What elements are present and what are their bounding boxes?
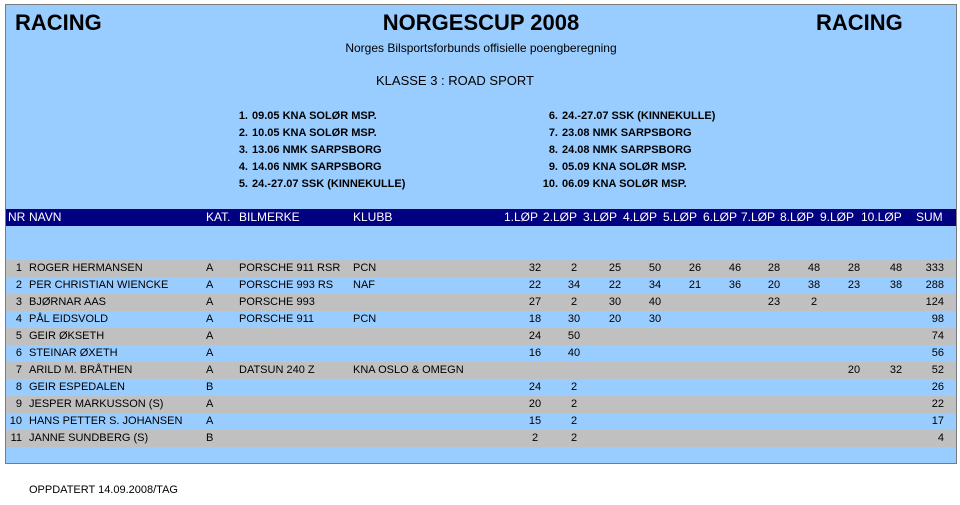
class-label: KLASSE 3 : ROAD SPORT [376, 73, 534, 88]
racing-label-right: RACING [816, 10, 903, 35]
cell-points-lop-2: 50 [567, 330, 581, 342]
cell-sum: 74 [931, 330, 944, 342]
cell-bilmerke: PORSCHE 911 [239, 313, 314, 325]
cell-nr: 11 [10, 432, 22, 444]
race-number: 5. [238, 178, 248, 190]
table-spacer-row [6, 243, 956, 260]
header-lop-10: 10.LØP [861, 210, 902, 224]
table-row [6, 413, 956, 430]
table-spacer-row [6, 226, 956, 243]
cell-sum: 288 [925, 279, 944, 291]
cell-sum: 56 [931, 347, 944, 359]
cell-navn: PER CHRISTIAN WIENCKE [29, 279, 169, 291]
header-lop-5: 5.LØP [663, 210, 698, 224]
cell-bilmerke: PORSCHE 911 RSR [239, 262, 341, 274]
cell-points-lop-2: 2 [570, 296, 578, 308]
race-number: 9. [548, 161, 558, 173]
cell-navn: ARILD M. BRÅTHEN [29, 364, 133, 376]
cell-points-lop-6: 36 [728, 279, 742, 291]
page-title: NORGESCUP 2008 [382, 10, 580, 35]
header-lop-3: 3.LØP [583, 210, 618, 224]
results-sheet [5, 4, 957, 464]
header-lop-6: 6.LØP [703, 210, 738, 224]
race-date-venue: 24.08 NMK SARPSBORG [562, 144, 692, 156]
race-date-venue: 09.05 KNA SOLØR MSP. [252, 110, 377, 122]
race-number: 8. [548, 144, 558, 156]
cell-points-lop-9: 23 [847, 279, 861, 291]
race-date-venue: 24.-27.07 SSK (KINNEKULLE) [252, 178, 406, 190]
cell-points-lop-9: 20 [847, 364, 861, 376]
header-lop-1: 1.LØP [504, 210, 539, 224]
cell-sum: 17 [931, 415, 944, 427]
cell-navn: STEINAR ØXETH [29, 347, 118, 359]
cell-navn: JANNE SUNDBERG (S) [29, 432, 149, 444]
cell-points-lop-3: 25 [608, 262, 622, 274]
cell-nr: 10 [9, 415, 22, 427]
cell-points-lop-10: 32 [889, 364, 903, 376]
cell-points-lop-3: 20 [608, 313, 622, 325]
cell-points-lop-3: 30 [608, 296, 622, 308]
cell-sum: 52 [931, 364, 944, 376]
page-subtitle: Norges Bilsportsforbunds offisielle poengberegning [345, 41, 617, 55]
cell-nr: 1 [15, 262, 22, 274]
cell-points-lop-1: 15 [528, 415, 542, 427]
cell-kat: A [206, 313, 214, 325]
race-number: 10. [542, 178, 558, 190]
cell-points-lop-2: 2 [570, 381, 578, 393]
cell-navn: ROGER HERMANSEN [29, 262, 143, 274]
cell-sum: 22 [931, 398, 944, 410]
cell-points-lop-1: 32 [528, 262, 542, 274]
cell-points-lop-2: 2 [570, 398, 578, 410]
cell-sum: 4 [937, 432, 944, 444]
updated-note: OPPDATERT 14.09.2008/TAG [29, 484, 178, 496]
table-row [6, 311, 956, 328]
header-bilmerke: BILMERKE [239, 210, 300, 224]
race-number: 3. [238, 144, 248, 156]
race-list-right [542, 108, 715, 193]
cell-kat: A [206, 398, 214, 410]
cell-navn: PÅL EIDSVOLD [29, 313, 109, 325]
cell-sum: 124 [925, 296, 944, 308]
header-navn: NAVN [29, 210, 62, 224]
cell-points-lop-1: 24 [528, 381, 542, 393]
race-item [542, 125, 715, 142]
cell-nr: 5 [15, 330, 22, 342]
racing-label-left: RACING [15, 10, 102, 35]
header-lop-2: 2.LØP [543, 210, 578, 224]
cell-navn: JESPER MARKUSSON (S) [29, 398, 164, 410]
header-lop-7: 7.LØP [741, 210, 776, 224]
header-lop-4: 4.LØP [623, 210, 658, 224]
cell-points-lop-8: 48 [807, 262, 821, 274]
cell-points-lop-1: 18 [528, 313, 542, 325]
cell-kat: A [206, 364, 214, 376]
cell-nr: 3 [15, 296, 22, 308]
race-number: 1. [238, 110, 248, 122]
results-table-body [6, 226, 956, 464]
race-item [542, 159, 715, 176]
cell-points-lop-1: 22 [528, 279, 542, 291]
table-row [6, 379, 956, 396]
cell-kat: A [206, 279, 214, 291]
cell-points-lop-8: 2 [810, 296, 818, 308]
cell-klubb: NAF [353, 279, 375, 291]
race-date-venue: 23.08 NMK SARPSBORG [562, 127, 692, 139]
cell-sum: 26 [931, 381, 944, 393]
race-item [542, 142, 715, 159]
cell-points-lop-1: 27 [528, 296, 542, 308]
cell-navn: BJØRNAR AAS [29, 296, 107, 308]
cell-points-lop-3: 22 [608, 279, 622, 291]
cell-points-lop-7: 23 [767, 296, 781, 308]
cell-navn: GEIR ESPEDALEN [29, 381, 125, 393]
header-lop-9: 9.LØP [820, 210, 855, 224]
cell-points-lop-9: 28 [847, 262, 861, 274]
race-item [234, 142, 405, 159]
cell-points-lop-4: 30 [648, 313, 662, 325]
race-item [234, 108, 405, 125]
table-row [6, 277, 956, 294]
table-row [6, 345, 956, 362]
race-number: 4. [238, 161, 248, 173]
cell-points-lop-1: 20 [528, 398, 542, 410]
cell-points-lop-4: 40 [648, 296, 662, 308]
race-date-venue: 24.-27.07 SSK (KINNEKULLE) [562, 110, 716, 122]
race-item [234, 176, 405, 193]
cell-klubb: PCN [353, 262, 377, 274]
cell-points-lop-10: 38 [889, 279, 903, 291]
race-number: 6. [548, 110, 558, 122]
cell-kat: A [206, 330, 214, 342]
race-list-left [234, 108, 405, 193]
cell-sum: 333 [925, 262, 944, 274]
table-header [6, 209, 956, 226]
race-date-venue: 10.05 KNA SOLØR MSP. [252, 127, 377, 139]
cell-sum: 98 [931, 313, 944, 325]
cell-klubb: KNA OSLO & OMEGN [353, 364, 464, 376]
cell-points-lop-8: 38 [807, 279, 821, 291]
cell-nr: 7 [15, 364, 22, 376]
cell-navn: HANS PETTER S. JOHANSEN [29, 415, 183, 427]
table-spacer-row [6, 447, 956, 464]
cell-points-lop-10: 48 [889, 262, 903, 274]
table-row [6, 294, 956, 311]
race-item [234, 125, 405, 142]
race-date-venue: 14.06 NMK SARPSBORG [252, 161, 382, 173]
cell-nr: 4 [15, 313, 22, 325]
race-item [234, 159, 405, 176]
cell-points-lop-5: 21 [688, 279, 702, 291]
cell-kat: B [206, 432, 214, 444]
table-row [6, 430, 956, 447]
header-lop-8: 8.LØP [780, 210, 815, 224]
race-date-venue: 06.09 KNA SOLØR MSP. [562, 178, 687, 190]
race-date-venue: 05.09 KNA SOLØR MSP. [562, 161, 687, 173]
cell-points-lop-2: 30 [567, 313, 581, 325]
cell-points-lop-7: 20 [767, 279, 781, 291]
cell-kat: B [206, 381, 214, 393]
cell-navn: GEIR ØKSETH [29, 330, 105, 342]
race-number: 2. [238, 127, 248, 139]
header-klubb: KLUBB [353, 210, 393, 224]
cell-points-lop-5: 26 [688, 262, 702, 274]
cell-nr: 2 [15, 279, 22, 291]
cell-nr: 9 [15, 398, 22, 410]
race-item [542, 108, 715, 125]
cell-kat: A [206, 262, 214, 274]
header-nr: NR [8, 210, 26, 224]
cell-bilmerke: PORSCHE 993 [239, 296, 315, 308]
cell-points-lop-6: 46 [728, 262, 742, 274]
cell-points-lop-1: 16 [528, 347, 542, 359]
cell-points-lop-2: 34 [567, 279, 581, 291]
table-row [6, 260, 956, 277]
cell-points-lop-2: 2 [570, 432, 578, 444]
table-row [6, 328, 956, 345]
race-item [542, 176, 715, 193]
cell-kat: A [206, 347, 214, 359]
cell-points-lop-7: 28 [767, 262, 781, 274]
cell-points-lop-4: 50 [648, 262, 662, 274]
cell-points-lop-2: 2 [570, 415, 578, 427]
cell-nr: 8 [15, 381, 22, 393]
cell-points-lop-4: 34 [648, 279, 662, 291]
race-date-venue: 13.06 NMK SARPSBORG [252, 144, 382, 156]
cell-points-lop-2: 2 [570, 262, 578, 274]
table-row [6, 396, 956, 413]
cell-bilmerke: PORSCHE 993 RS [239, 279, 334, 291]
cell-klubb: PCN [353, 313, 377, 325]
cell-kat: A [206, 415, 214, 427]
cell-points-lop-1: 2 [531, 432, 539, 444]
cell-bilmerke: DATSUN 240 Z [239, 364, 315, 376]
cell-points-lop-2: 40 [567, 347, 581, 359]
header-sum: SUM [916, 210, 943, 224]
cell-nr: 6 [15, 347, 22, 359]
header-kat: KAT. [206, 210, 231, 224]
cell-points-lop-1: 24 [528, 330, 542, 342]
table-row [6, 362, 956, 379]
race-number: 7. [548, 127, 558, 139]
cell-kat: A [206, 296, 214, 308]
